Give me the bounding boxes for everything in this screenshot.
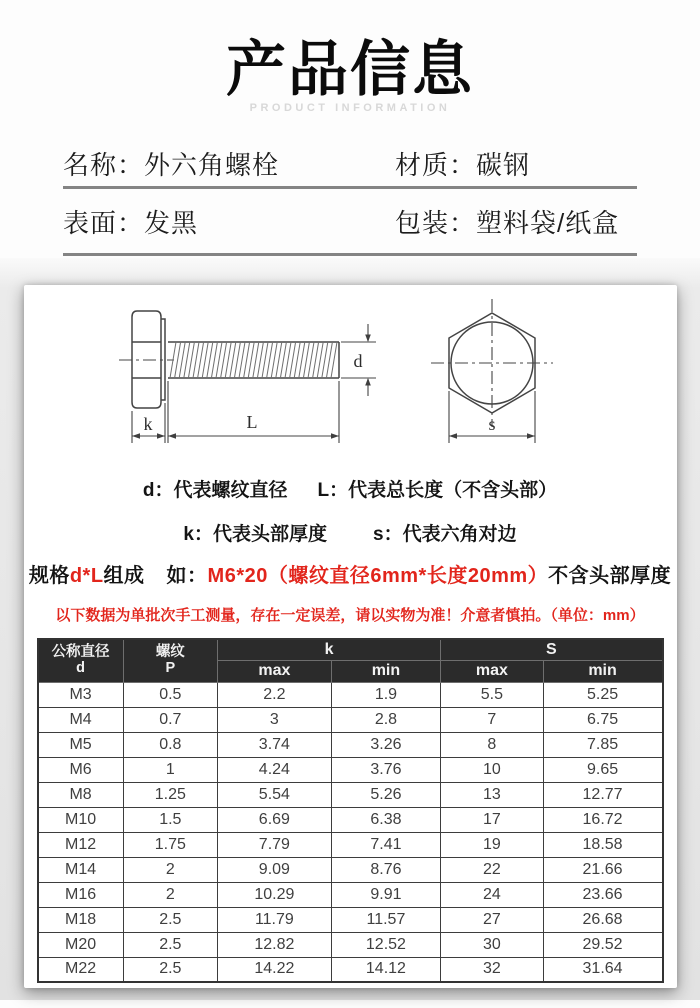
table-cell-d: M6	[38, 757, 124, 782]
spec-note-dl: d*L	[69, 565, 104, 587]
table-cell-k_max: 5.54	[218, 782, 332, 807]
table-row	[38, 707, 663, 732]
table-cell-k_min: 9.91	[331, 882, 440, 907]
name-label: 名称：	[63, 149, 145, 180]
table-cell-s_max: 19	[441, 832, 544, 857]
table-cell-d: M3	[38, 682, 124, 707]
legend-k: k：代表头部厚度	[183, 524, 327, 545]
header-thread-cn: 螺纹	[155, 643, 185, 660]
table-cell-k_min: 11.57	[331, 907, 440, 932]
table-cell-s_max: 17	[441, 807, 544, 832]
spec-card	[24, 285, 677, 988]
table-cell-p: 1.25	[123, 782, 217, 807]
table-cell-k_min: 14.12	[331, 957, 440, 982]
dim-label-L: L	[246, 412, 257, 432]
spec-note-example: M6*20（螺纹直径6mm*长度20mm）	[207, 565, 549, 587]
header-s-group: S	[441, 639, 663, 660]
table-row	[38, 932, 663, 957]
table-cell-s_min: 6.75	[543, 707, 662, 732]
warning-text: 以下数据为单批次手工测量，存在一定误差，请以实物为准！介意者慎拍。（单位：mm）	[55, 607, 645, 624]
table-cell-k_max: 4.24	[218, 757, 332, 782]
table-cell-k_min: 2.8	[331, 707, 440, 732]
table-cell-k_max: 3.74	[218, 732, 332, 757]
table-cell-k_min: 5.26	[331, 782, 440, 807]
table-cell-k_min: 8.76	[331, 857, 440, 882]
table-cell-p: 2.5	[123, 957, 217, 982]
name-value: 外六角螺栓	[144, 149, 280, 180]
table-cell-s_min: 23.66	[543, 882, 662, 907]
surface-label: 表面：	[63, 207, 145, 238]
table-row	[38, 832, 663, 857]
dim-label-d: d	[353, 351, 362, 371]
table-row	[38, 957, 663, 982]
material-value: 碳钢	[476, 149, 531, 180]
table-cell-p: 0.5	[123, 682, 217, 707]
spec-note-example-label: 如：	[166, 565, 208, 587]
table-row	[38, 732, 663, 757]
table-cell-k_max: 10.29	[218, 882, 332, 907]
spec-note	[24, 559, 677, 588]
table-cell-s_max: 13	[441, 782, 544, 807]
header-thread-pitch	[123, 639, 217, 682]
spec-note-zucheng: 组成	[103, 565, 145, 587]
table-cell-d: M16	[38, 882, 124, 907]
info-cell-name	[63, 145, 395, 182]
table-cell-d: M10	[38, 807, 124, 832]
header-s-max: max	[441, 660, 544, 682]
header-s-min: min	[543, 660, 662, 682]
table-cell-k_min: 7.41	[331, 832, 440, 857]
legend-d: d：代表螺纹直径	[142, 480, 288, 501]
header-nominal-diameter-cn: 公称直径	[51, 643, 110, 660]
table-row	[38, 782, 663, 807]
table-row	[38, 682, 663, 707]
info-row-name-material	[63, 140, 637, 186]
table-cell-d: M20	[38, 932, 124, 957]
thread-hatch-pattern	[170, 342, 337, 378]
content-area	[0, 258, 700, 1000]
header	[0, 0, 700, 114]
dim-label-s: s	[487, 414, 496, 434]
table-cell-s_min: 21.66	[543, 857, 662, 882]
table-cell-k_min: 3.26	[331, 732, 440, 757]
table-cell-d: M8	[38, 782, 124, 807]
header-k-group: k	[218, 639, 441, 660]
spec-table-header	[38, 639, 663, 682]
table-cell-p: 2.5	[123, 932, 217, 957]
table-cell-s_max: 27	[441, 907, 544, 932]
table-cell-s_min: 7.85	[543, 732, 662, 757]
table-cell-s_max: 22	[441, 857, 544, 882]
info-cell-surface	[63, 203, 395, 240]
divider-line	[63, 253, 637, 256]
table-cell-p: 2	[123, 882, 217, 907]
table-cell-s_min: 16.72	[543, 807, 662, 832]
table-cell-k_max: 12.82	[218, 932, 332, 957]
header-k-max: max	[218, 660, 332, 682]
info-row-surface-packing	[63, 189, 637, 253]
table-cell-s_max: 5.5	[441, 682, 544, 707]
table-cell-s_max: 7	[441, 707, 544, 732]
spec-table	[37, 638, 664, 983]
header-k-min: min	[331, 660, 440, 682]
table-cell-d: M18	[38, 907, 124, 932]
table-cell-d: M5	[38, 732, 124, 757]
table-cell-k_min: 12.52	[331, 932, 440, 957]
product-info	[0, 140, 700, 256]
table-cell-k_max: 6.69	[218, 807, 332, 832]
table-cell-k_max: 14.22	[218, 957, 332, 982]
table-cell-s_min: 12.77	[543, 782, 662, 807]
table-cell-s_min: 5.25	[543, 682, 662, 707]
table-cell-k_max: 3	[218, 707, 332, 732]
table-cell-s_min: 26.68	[543, 907, 662, 932]
page-subtitle: PRODUCT INFORMATION	[249, 102, 451, 114]
table-cell-k_max: 7.79	[218, 832, 332, 857]
table-row	[38, 807, 663, 832]
table-cell-s_min: 9.65	[543, 757, 662, 782]
table-cell-s_max: 24	[441, 882, 544, 907]
table-cell-k_min: 3.76	[331, 757, 440, 782]
table-row	[38, 882, 663, 907]
surface-value: 发黑	[144, 207, 199, 238]
table-cell-k_min: 1.9	[331, 682, 440, 707]
spec-note-prefix: 规格	[28, 565, 70, 587]
table-cell-s_max: 8	[441, 732, 544, 757]
table-cell-s_min: 31.64	[543, 957, 662, 982]
header-thread-symbol: P	[165, 659, 176, 676]
table-cell-k_max: 9.09	[218, 857, 332, 882]
table-cell-p: 2	[123, 857, 217, 882]
table-cell-p: 0.7	[123, 707, 217, 732]
table-cell-s_max: 10	[441, 757, 544, 782]
spec-table-body	[38, 682, 663, 982]
table-cell-d: M14	[38, 857, 124, 882]
table-cell-s_max: 30	[441, 932, 544, 957]
legend-s: s：代表六角对边	[373, 524, 517, 545]
table-cell-d: M22	[38, 957, 124, 982]
table-cell-s_max: 32	[441, 957, 544, 982]
header-nominal-diameter-symbol: d	[76, 659, 85, 676]
table-cell-k_min: 6.38	[331, 807, 440, 832]
table-cell-d: M4	[38, 707, 124, 732]
table-cell-s_min: 29.52	[543, 932, 662, 957]
table-cell-k_max: 11.79	[218, 907, 332, 932]
table-cell-s_min: 18.58	[543, 832, 662, 857]
table-cell-p: 1.5	[123, 807, 217, 832]
side-view-labels	[143, 351, 362, 434]
spec-note-suffix: 不含头部厚度	[548, 565, 672, 587]
table-row	[38, 757, 663, 782]
legend-L: L：代表总长度（不含头部）	[317, 480, 558, 501]
legend-line-2	[24, 519, 677, 546]
table-cell-p: 1.75	[123, 832, 217, 857]
header-nominal-diameter	[38, 639, 124, 682]
info-cell-material	[395, 145, 530, 182]
info-cell-packing	[395, 203, 619, 240]
bolt-diagram	[24, 291, 677, 463]
material-label: 材质：	[395, 149, 477, 180]
dim-label-k: k	[143, 414, 152, 434]
packing-value: 塑料袋/纸盒	[476, 207, 620, 238]
table-cell-p: 1	[123, 757, 217, 782]
table-row	[38, 857, 663, 882]
table-cell-p: 2.5	[123, 907, 217, 932]
table-cell-d: M12	[38, 832, 124, 857]
table-cell-p: 0.8	[123, 732, 217, 757]
page-title: 产品信息	[226, 36, 474, 103]
table-row	[38, 907, 663, 932]
legend-line-1	[24, 475, 677, 502]
table-cell-k_max: 2.2	[218, 682, 332, 707]
packing-label: 包装：	[395, 207, 477, 238]
